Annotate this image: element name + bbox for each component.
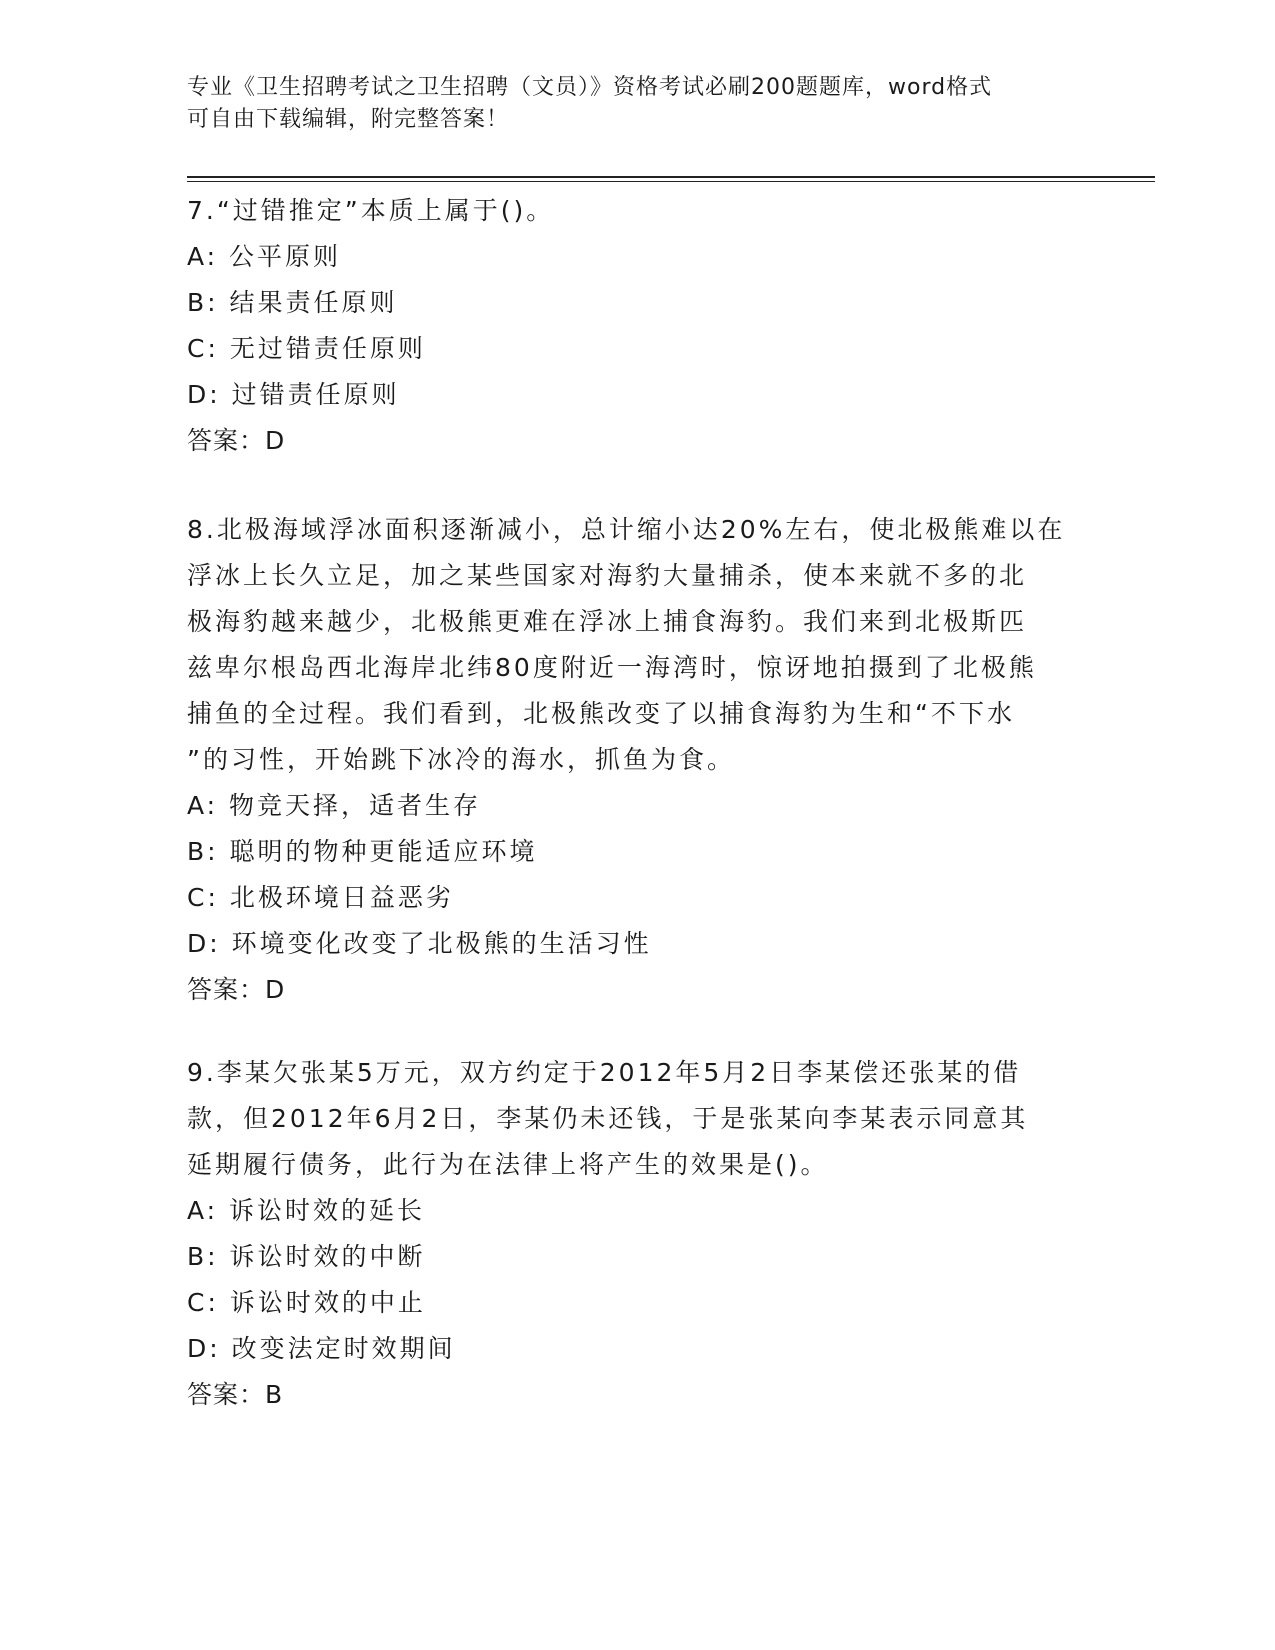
question-stem-line: 极海豹越来越少，北极熊更难在浮冰上捕食海豹。我们来到北极斯匹 [187,607,1028,636]
answer-label: 答案：B [187,1380,284,1409]
question-stem: 7.“过错推定”本质上属于()。 [187,196,555,225]
option-d: D: 改变法定时效期间 [187,1334,456,1363]
option-d: D: 过错责任原则 [187,380,400,409]
option-d: D: 环境变化改变了北极熊的生活习性 [187,929,652,958]
option-b: B: 诉讼时效的中断 [187,1242,426,1271]
option-c: C: 无过错责任原则 [187,334,426,363]
document-header [187,72,1087,136]
question-stem-line: 捕鱼的全过程。我们看到，北极熊改变了以捕食海豹为生和“不下水 [187,699,1015,728]
option-a: A: 诉讼时效的延长 [187,1196,426,1225]
question-7 [187,188,1087,464]
question-stem-line: ”的习性，开始跳下冰冷的海水，抓鱼为食。 [187,745,735,774]
question-stem-line: 9.李某欠张某5万元，双方约定于2012年5月2日李某偿还张某的借 [187,1058,1022,1087]
question-stem-line: 浮冰上长久立足，加之某些国家对海豹大量捕杀，使本来就不多的北 [187,561,1028,590]
answer-label: 答案：D [187,426,286,455]
header-line-1: 专业《卫生招聘考试之卫生招聘（文员）》资格考试必刷200题题库，word格式 [187,75,993,100]
header-divider-thin [187,181,1155,182]
question-8 [187,507,1087,1013]
option-a: A: 公平原则 [187,242,342,271]
question-stem-line: 延期履行债务，此行为在法律上将产生的效果是()。 [187,1150,829,1179]
option-c: C: 诉讼时效的中止 [187,1288,426,1317]
header-line-2: 可自由下载编辑，附完整答案！ [187,107,510,132]
option-a: A: 物竞天择，适者生存 [187,791,482,820]
question-stem-line: 款，但2012年6月2日，李某仍未还钱，于是张某向李某表示同意其 [187,1104,1029,1133]
option-b: B: 结果责任原则 [187,288,398,317]
option-b: B: 聪明的物种更能适应环境 [187,837,538,866]
question-stem-line: 兹卑尔根岛西北海岸北纬80度附近一海湾时，惊讶地拍摄到了北极熊 [187,653,1037,682]
option-c: C: 北极环境日益恶劣 [187,883,454,912]
answer-label: 答案：D [187,975,286,1004]
header-divider-thick [187,176,1155,178]
question-stem-line: 8.北极海域浮冰面积逐渐减小，总计缩小达20%左右，使北极熊难以在 [187,515,1066,544]
question-9 [187,1050,1087,1418]
